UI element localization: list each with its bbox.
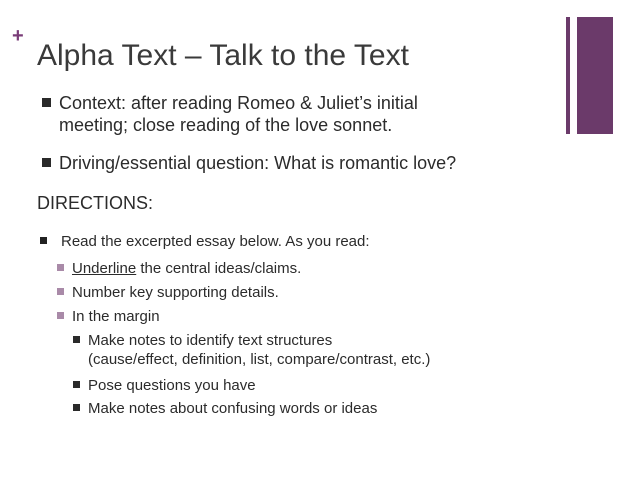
square-bullet-icon bbox=[57, 312, 64, 319]
square-bullet-icon bbox=[40, 237, 47, 244]
directions-heading: DIRECTIONS: bbox=[37, 193, 154, 213]
plus-icon: + bbox=[12, 25, 24, 47]
square-bullet-icon bbox=[57, 288, 64, 295]
sub-item-margin bbox=[57, 307, 160, 327]
bullet-text: Context: after reading Romeo & Juliet’s initial bbox=[59, 93, 418, 113]
sub-item-underline bbox=[57, 259, 301, 279]
bullet-context bbox=[42, 92, 418, 115]
square-bullet-icon bbox=[73, 336, 80, 343]
bullet-text: meeting; close reading of the love sonnet. bbox=[59, 115, 393, 135]
instruction-text: Read the excerpted essay below. As you read: bbox=[61, 233, 370, 250]
sub-item-text: Number key supporting details. bbox=[72, 284, 279, 301]
bullet-driving-question bbox=[42, 152, 456, 175]
sub-item-text: In the margin bbox=[72, 308, 160, 325]
underline-word: Underline bbox=[72, 260, 137, 277]
read-instruction bbox=[40, 232, 370, 252]
margin-item-text: Pose questions you have bbox=[88, 377, 256, 394]
sub-item-number bbox=[57, 283, 279, 303]
bullet-context-continued bbox=[42, 114, 392, 137]
margin-item-structures-continued bbox=[88, 350, 430, 369]
slide-title: Alpha Text – Talk to the Text bbox=[37, 39, 409, 72]
margin-item-text: Make notes about confusing words or ideas bbox=[88, 400, 378, 417]
accent-bar-thin bbox=[566, 17, 570, 134]
margin-item-confusing bbox=[73, 399, 377, 418]
margin-item-structures bbox=[73, 331, 332, 350]
bullet-text: Driving/essential question: What is romantic love? bbox=[59, 153, 457, 173]
square-bullet-icon bbox=[73, 404, 80, 411]
square-bullet-icon bbox=[42, 98, 51, 107]
square-bullet-icon bbox=[73, 381, 80, 388]
margin-item-questions bbox=[73, 376, 256, 395]
sub-item-text: the central ideas/claims. bbox=[136, 260, 302, 277]
square-bullet-icon bbox=[42, 158, 51, 167]
square-bullet-icon bbox=[57, 264, 64, 271]
accent-bar-thick bbox=[577, 17, 613, 134]
margin-item-text: Make notes to identify text structures bbox=[88, 332, 333, 349]
margin-item-text: (cause/effect, definition, list, compare/contrast, etc.) bbox=[88, 351, 431, 368]
